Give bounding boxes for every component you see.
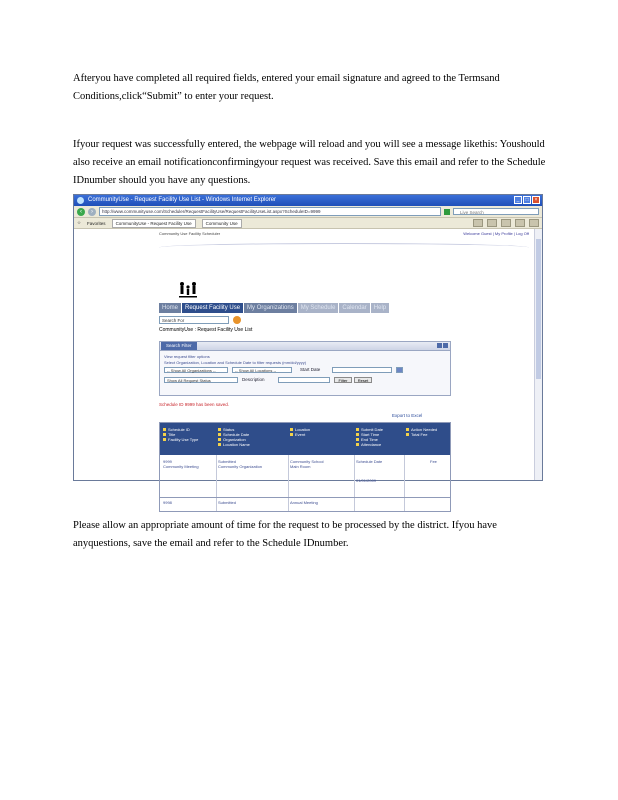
reset-button[interactable]: Reset (354, 377, 372, 383)
instruction-paragraph-submit: Afteryou have completed all required fields, entered your email signature and agreed to the Termsand Conditions,click“Submit” to enter your request. (73, 73, 500, 102)
feeds-icon[interactable] (487, 219, 497, 227)
maximize-icon[interactable]: □ (523, 196, 531, 204)
close-panel-icon[interactable] (443, 343, 448, 348)
filter-text-1: View request filter options (164, 354, 210, 359)
row2-event: Annual Meeting (290, 500, 318, 505)
col-schedule-date[interactable]: Schedule Date (223, 432, 250, 437)
organization-select[interactable]: -- Show All Organizations -- (164, 367, 228, 373)
col-title[interactable]: Title (168, 432, 176, 437)
site-nav-tabs (159, 303, 389, 313)
vertical-scrollbar[interactable] (534, 229, 542, 480)
filter-button[interactable]: Filter (334, 377, 352, 383)
print-icon[interactable] (501, 219, 511, 227)
saved-message: Schedule ID 9999 has been saved. (159, 402, 230, 407)
tab-my-organizations[interactable]: My Organizations (244, 303, 297, 313)
col-use-type[interactable]: Facility Use Type (168, 437, 199, 442)
row1-org: Community Organization (218, 464, 263, 469)
start-date-input[interactable] (332, 367, 392, 373)
tools-menu-icon[interactable] (529, 219, 539, 227)
instruction-paragraph-processing: Please allow an appropriate amount of time for the request to be processed by the district. Ifyou have anyquestions, save the email and refer to the Schedule IDnumber. (73, 520, 497, 549)
status-select[interactable]: Show All Request Status (164, 377, 238, 383)
site-title: Community Use Facility Scheduler (159, 231, 221, 236)
start-date-label: Start Date (300, 367, 321, 372)
ie-logo-icon (77, 197, 84, 204)
description-label: Description (242, 377, 265, 382)
requests-grid (159, 422, 451, 512)
row1-status: Submitted (218, 459, 237, 464)
col-action-needed[interactable]: Action Needed (411, 427, 438, 432)
tab-help[interactable]: Help (371, 303, 389, 313)
tab-home[interactable]: Home (159, 303, 181, 313)
welcome-links[interactable]: Welcome Guest | My Profile | Log Off (463, 231, 529, 236)
site-search-input[interactable]: Search For (159, 316, 229, 324)
panel-tab[interactable]: Search Filter (161, 342, 197, 350)
description-input[interactable] (278, 377, 330, 383)
home-icon[interactable] (473, 219, 483, 227)
favorites-toolbar (74, 218, 542, 229)
window-titlebar (74, 195, 542, 206)
close-icon[interactable]: × (532, 196, 540, 204)
tab-my-schedule[interactable]: My Schedule (298, 303, 339, 313)
browser-tab-second[interactable]: Community Use (202, 219, 242, 228)
collapse-icon[interactable] (437, 343, 442, 348)
header-divider (159, 243, 529, 252)
row1-location: Community School (290, 459, 324, 464)
address-bar (74, 206, 542, 218)
address-input[interactable]: http://www.communityuse.com/Scheduler/RequestFacilityUse/RequestFacilityUseList.aspx?ScheduleID=9999 (99, 207, 441, 216)
search-filter-panel (159, 341, 451, 396)
row1-id[interactable]: 9999 (163, 459, 172, 464)
col-end-time[interactable]: End Time (361, 437, 378, 442)
tab-request-facility-use[interactable]: Request Facility Use (182, 303, 243, 313)
breadcrumb: CommunityUse : Request Facility Use List (159, 327, 253, 333)
scrollbar-thumb[interactable] (536, 239, 541, 379)
export-link[interactable]: Export to Excel (392, 413, 423, 418)
col-location[interactable]: Location (295, 427, 311, 432)
tab-calendar[interactable]: Calendar (339, 303, 369, 313)
go-icon[interactable] (444, 209, 450, 215)
page-menu-icon[interactable] (515, 219, 525, 227)
minimize-icon[interactable]: _ (514, 196, 522, 204)
col-organization[interactable]: Organization (223, 437, 246, 442)
col-event[interactable]: Event (295, 432, 306, 437)
col-status[interactable]: Status (223, 427, 235, 432)
row1-date-list[interactable]: 01/01/2009 (356, 478, 377, 483)
search-go-icon[interactable] (233, 316, 241, 324)
forward-icon[interactable]: › (88, 208, 96, 216)
family-logo-icon (177, 281, 199, 299)
row1-fee: Fee (430, 459, 437, 464)
col-location-name[interactable]: Location Name (223, 442, 250, 447)
instruction-paragraph-confirmation: Ifyour request was successfully entered, the webpage will reload and you will see a message likethis: Youshould also receive an email notificationconfirmingyour request was received. Save this email and refer to the Schedule IDnumber should you have any questions. (73, 139, 546, 186)
live-search-input[interactable]: Live Search (453, 208, 539, 215)
row1-title: Community Meeting (163, 464, 199, 469)
row1-room: Main Room (290, 464, 311, 469)
col-submit-date[interactable]: Submit Date (361, 427, 384, 432)
filter-text-2: Select Organization, Location and Schedule Date to filter requests (mm/dd/yyyy) (164, 360, 307, 365)
col-start-time[interactable]: Start Time (361, 432, 380, 437)
calendar-icon[interactable] (396, 367, 403, 373)
back-icon[interactable]: ‹ (77, 208, 85, 216)
location-select[interactable]: -- Show All Locations -- (232, 367, 292, 373)
favorites-star-icon[interactable]: ☆ (77, 220, 82, 225)
col-schedule-id[interactable]: Schedule ID (168, 427, 190, 432)
page-viewport (74, 229, 535, 505)
browser-tab-active[interactable]: CommunityUse - Request Facility Use (112, 219, 196, 228)
favorites-label[interactable]: Favorites (87, 220, 106, 226)
window-title: CommunityUse - Request Facility Use List - Windows Internet Explorer (88, 197, 277, 203)
row1-schedule-date: Schedule Date (356, 459, 383, 464)
col-attendance[interactable]: Attendance (361, 442, 382, 447)
row2-status: Submitted (218, 500, 237, 505)
col-total-fee[interactable]: Total Fee (411, 432, 428, 437)
grid-header (160, 423, 450, 455)
browser-screenshot (73, 194, 543, 505)
row2-id[interactable]: 9998 (163, 500, 172, 505)
